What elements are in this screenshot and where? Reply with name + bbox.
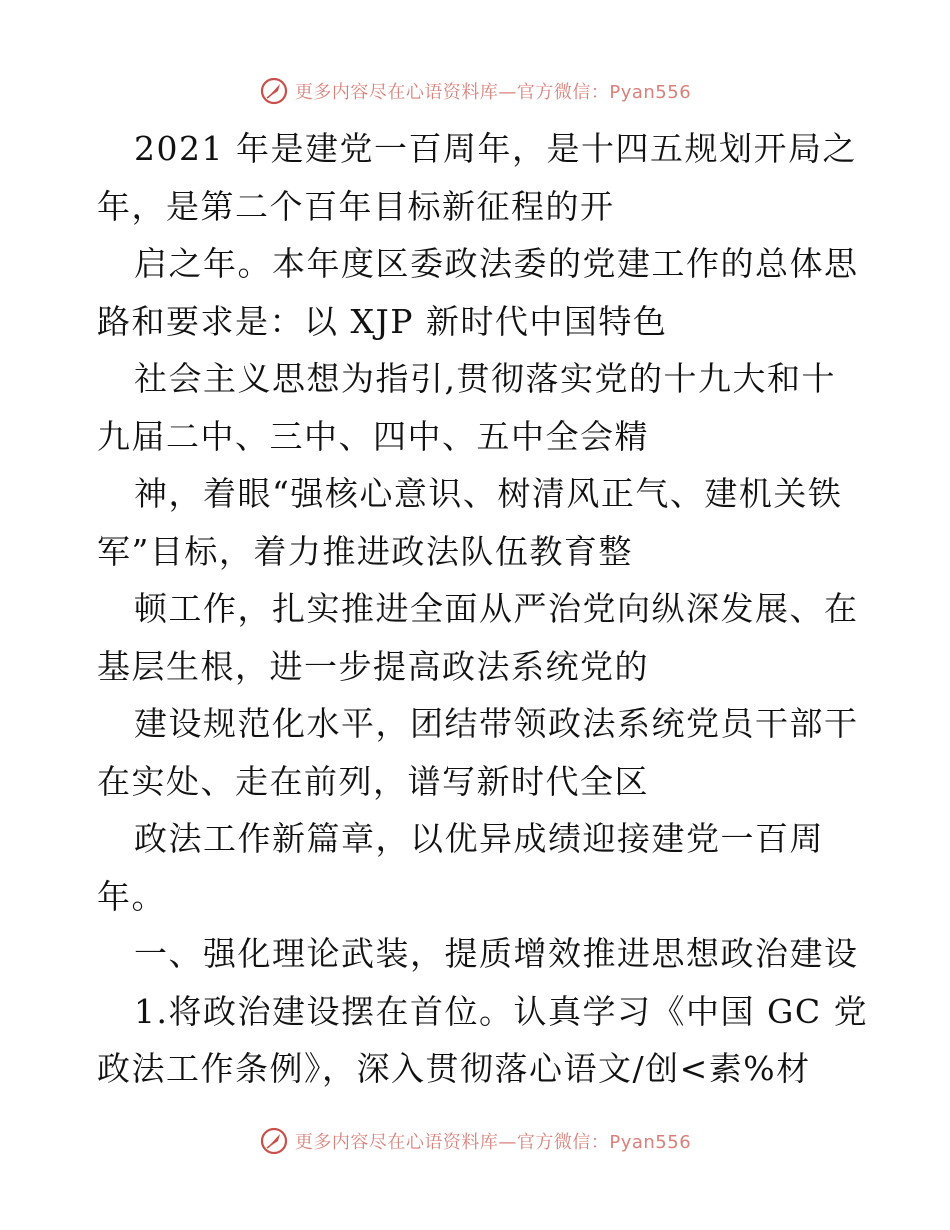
header-watermark-banner [0, 76, 950, 106]
text-line: 1.将政治建设摆在首位。认真学习《中国 GC 党 [134, 991, 869, 1031]
quill-logo-icon [259, 1126, 289, 1156]
text-line: 军”目标，着力推进政法队伍教育整 [97, 531, 633, 571]
footer-watermark-banner [0, 1126, 950, 1156]
text-line: 启之年。本年度区委政法委的党建工作的总体思 [134, 244, 859, 283]
text-line: 年。 [97, 876, 166, 916]
quill-logo-icon [259, 76, 289, 106]
section-heading: 一、强化理论武装，提质增效推进思想政治建设 [134, 934, 859, 973]
text-line: 2021 年是建党一百周年，是十四五规划开局之 [134, 129, 857, 168]
text-line: 九届二中、三中、四中、五中全会精 [97, 416, 649, 456]
text-line: 年，是第二个百年目标新征程的开 [97, 186, 615, 226]
text-line: 路和要求是：以 XJP 新时代中国特色 [97, 301, 668, 341]
text-line: 社会主义思想为指引,贯彻落实党的十九大和十 [134, 359, 836, 398]
text-line: 政法工作新篇章，以优异成绩迎接建党一百周 [134, 819, 824, 858]
text-line: 建设规范化水平，团结带领政法系统党员干部干 [134, 704, 859, 743]
header-watermark-text: 更多内容尽在心语资料库—官方微信：Pyan556 [294, 82, 692, 103]
document-body [97, 120, 867, 1098]
text-line: 顿工作，扎实推进全面从严治党向纵深发展、在 [134, 589, 859, 628]
footer-watermark-text: 更多内容尽在心语资料库—官方微信：Pyan556 [294, 1132, 692, 1153]
text-line: 在实处、走在前列，谱写新时代全区 [97, 761, 649, 801]
text-line: 神，着眼“强核心意识、树清风正气、建机关铁 [134, 474, 843, 513]
text-line: 基层生根，进一步提高政法系统党的 [97, 646, 649, 686]
text-line: 政法工作条例》，深入贯彻落心语文/创<素%材 [97, 1049, 811, 1088]
